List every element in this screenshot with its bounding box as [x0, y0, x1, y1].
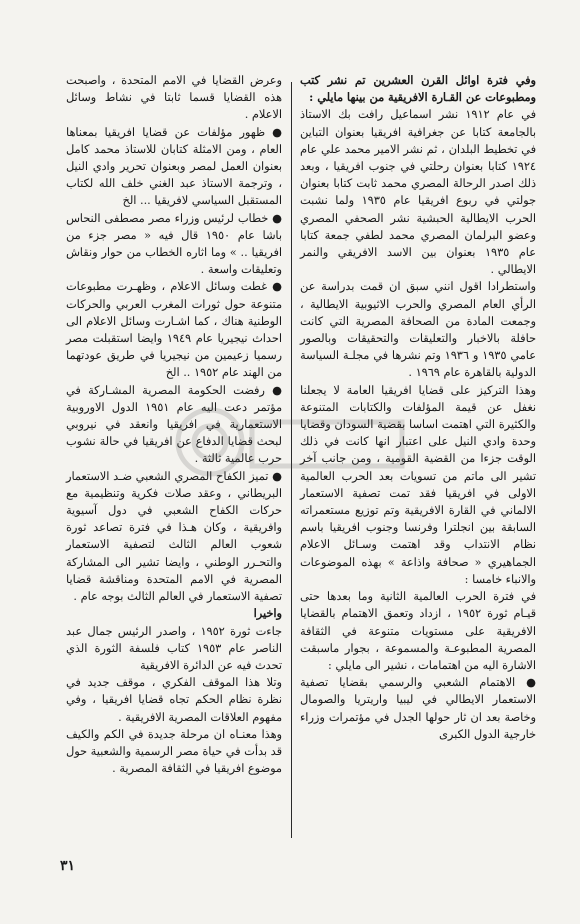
paragraph: واستطرادا اقول انني سبق ان قمت بدراسة عن الرأي العام المصري والحرب الاثيوبية الايطالية ، وجمعت المادة من الصحافة المصرية التي كانت حافلة بالاخبار والتعليقات والتحقيقات وبالصور عامي ١٩٣٥ و ١٩٣٦ وتم نشرها في مجلـة السياسة الدولية بالقاهرة عام ١٩٦٩ .: [300, 280, 536, 380]
paragraph: ● الاهتمام الشعبي والرسمي بقضايا تصفية الاستعمار الايطالي في ليبيا واريتريا والصومال وخاصة بعد ان ثار حولها الجدل في مؤتمرات وزراء خارجية الدول الكبرى: [300, 676, 536, 741]
paragraph: وهذا التركيز على قضايا افريقيا العامة لا يجعلنا نغفل عن قيمة المؤلفات والكتابات المتنوعة والكثيرة التي اهتمت اساسا بقضية السودان وقضايا وحدة وادي النيل على اعتبار انها كانت في ذلك الوقت جزءا من القضية القومية ، ومن جانب آخر تشير الى ماتم من تسويات بعد الحرب العالمية الاولى في افريقيا فقد تمت تصفية الاستعمار الالماني في القارة الافريقية وتم توزيع مستعمراته السابقة بين انجلترا وفرنسا وجنوب افريقيا باسم نظام الانتداب وقد اهتمت وسـائل الاعلام الجماهيري « صحافة واذاعة » بهذه الموضوعات والانباء خامسا :: [300, 383, 536, 586]
paragraph: وفي فترة اوائل القرن العشرين تم نشر كتب ومطبوعات عن القـارة الافريقية من بينها مايلي :: [300, 73, 536, 105]
paragraph: ● غطت وسائل الاعلام ، وظهـرت مطبوعات متنوعة حول ثورات المغرب العربي والحركات الوطنية هناك ، كما اشـارت وسائل الاعلام الى احداث نيجيريا عام ١٩٤٩ وايضا استقبلت مصر رسميا زعيمين من نيجيريا في طريق عودتهما من الهند عام ١٩٥٢ .. الخ: [66, 280, 282, 380]
paragraph: وهذا معنـاه ان مرحلة جديدة في الكم والكيف قد بدأت في حياة مصر الرسمية والشعبية حول موضوع افريقيا في الثقافة المصرية .: [66, 727, 282, 776]
page-number: ٣١: [60, 858, 76, 874]
section-heading: واخيرا: [253, 606, 282, 621]
right-column: [300, 72, 536, 743]
paragraph: ● تميز الكفاح المصري الشعبي ضـد الاستعمار البريطاني ، وعقد صلات فكرية وتنظيمية مع حركات الكفاح الشعبي في دول آسيوية وافريقية ، وكان هـذا في فترة تصاعد ثورة شعوب العالم الثالث لتصفية الاستعمار والتحـرر الوطني ، وايضا تشير الى المشاركة المصرية في الامم المتحدة ومناقشة قضايا تصفية الاستعمار في العالم الثالث بوجه عام .: [66, 469, 282, 604]
paragraph: ● ظهور مؤلفات عن قضايا افريقيا بمعناها العام ، ومن الامثلة كتابان للاستاذ محمد كامل بعنوان العمل لمصر وبعنوان تحرير وادي النيل ، وترجمة الاستاذ عبد الغني خلف الله لكتاب المستقبل السياسي لافريقيا ... الخ: [66, 125, 282, 208]
paragraph: جاءت ثورة ١٩٥٢ ، واصدر الرئيس جمال عبد الناصر عام ١٩٥٣ كتاب فلسفة الثورة الذي تحدث فيه عن الدائرة الافريقية: [66, 624, 282, 672]
left-column: [66, 72, 282, 777]
paragraph: في عام ١٩١٢ نشر اسماعيل رافت بك الاستاذ بالجامعة كتابا عن جغرافية افريقيا بعنوان التباين في تخطيط البلدان ، ثم نشر الامير محمد علي عام ١٩٢٤ كتابا بعنوان رحلتي في جنوب افريقيا ، وبعد ذلك اصدر الرحالة المصري محمد ثابت كتابا بعنوان جولتي في ربوع افريقيا عام ١٩٣٥ ولما نشبت الحرب الايطالية الحبشية نشر الصحفي المصري وعضو البرلمان المصري محمد لطفي جمعة كتابا عام ١٩٣٥ بعنوان بين الاسد الافريقي والنمر الايطالي .: [300, 108, 536, 277]
paragraph: ● رفضت الحكومة المصرية المشـاركة في مؤتمر دعت اليه عام ١٩٥١ الدول الاوروبية الاستعمارية في افريقيا وانعقد في نيروبي لبحث قضايا الدفاع عن افريقيا في حالة نشوب حرب عالمية ثالثة .: [66, 383, 283, 466]
paragraph: ● خطاب لرئيس وزراء مصر مصطفى النحاس باشا عام ١٩٥٠ قال فيه « مصر جزء من افريقيا .. » وما اثاره الخطاب من حوار ونقاش وتعليقات واسعة .: [66, 211, 283, 277]
paragraph: وعرض القضايا في الامم المتحدة ، واصبحت هذه القضايا قسما ثابتا في نشاط وسائل الاعلام .: [66, 74, 282, 122]
column-divider: [291, 82, 292, 838]
paragraph: في فترة الحرب العالمية الثانية وما بعدها حتى قيـام ثورة ١٩٥٢ ، ازداد وتعمق الاهتمام بالقضايا الافريقية على مستويات متنوعة في الثقافة المصرية المطبوعـة والمسموعة ، بجوار ماسبقت الاشارة اليه من اهتمامات ، نشير الى مايلي :: [300, 590, 536, 672]
paragraph: وتلا هذا الموقف الفكري ، موقف جديد في نظرة نظام الحكم تجاه قضايا افريقيا ، وفي مفهوم العلاقات المصرية الافريقية .: [66, 676, 282, 724]
